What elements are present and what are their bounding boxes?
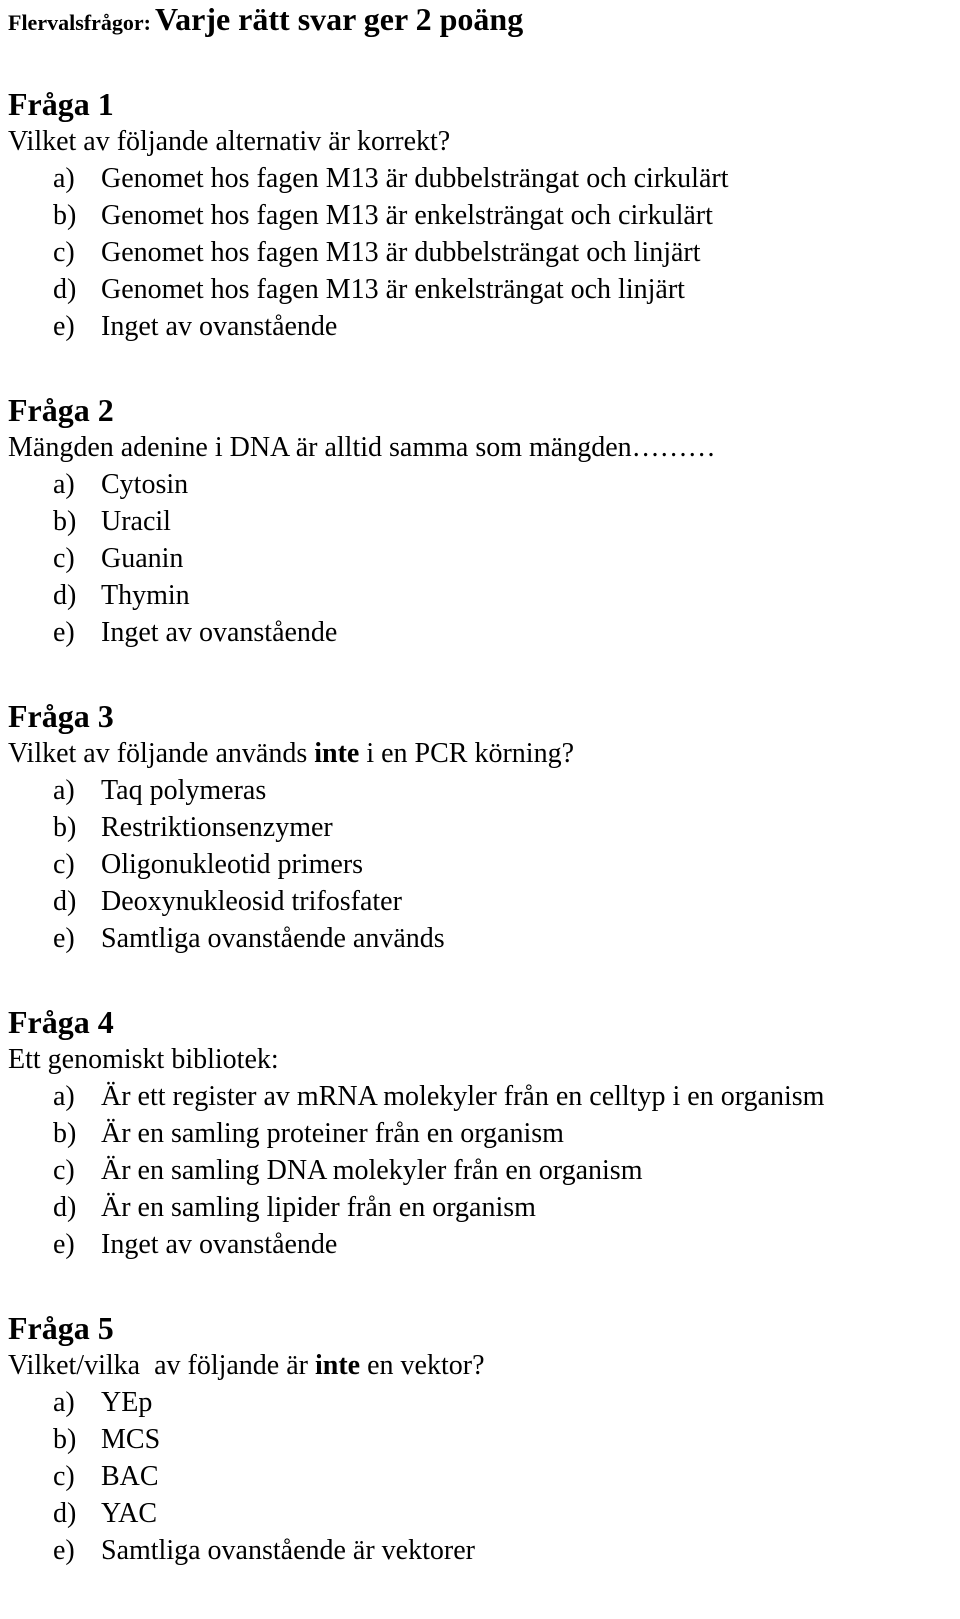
answer-option-c — [8, 1152, 953, 1189]
answer-option-a — [8, 466, 953, 503]
answer-option-a — [8, 1384, 953, 1421]
option-text: Är en samling DNA molekyler från en organism — [101, 1155, 643, 1186]
answer-option-c — [8, 846, 953, 883]
question-3 — [8, 696, 953, 957]
option-letter: c) — [53, 849, 75, 880]
option-letter: b) — [53, 200, 77, 231]
answer-option-a — [8, 1078, 953, 1115]
option-text: Restriktionsenzymer — [101, 812, 333, 843]
answer-option-b — [8, 1115, 953, 1152]
question-2 — [8, 390, 953, 651]
option-letter: e) — [53, 923, 75, 954]
answer-option-c — [8, 540, 953, 577]
question-emphasis: inte — [314, 738, 360, 769]
option-letter: d) — [53, 1498, 77, 1529]
option-text: Oligonukleotid primers — [101, 849, 364, 880]
answer-option-e — [8, 1226, 953, 1263]
option-text: Är en samling proteiner från en organism — [101, 1118, 564, 1149]
answer-option-c — [8, 234, 953, 271]
option-text: YEp — [101, 1387, 153, 1418]
option-letter: a) — [53, 469, 75, 500]
option-text: MCS — [101, 1424, 161, 1455]
option-text: Inget av ovanstående — [101, 617, 338, 648]
option-letter: e) — [53, 311, 75, 342]
answer-option-a — [8, 160, 953, 197]
answer-option-d — [8, 1189, 953, 1226]
question-text — [8, 736, 953, 772]
question-title: Fråga 1 — [8, 86, 114, 122]
option-text: Är en samling lipider från en organism — [101, 1192, 536, 1223]
answer-options — [8, 466, 953, 651]
option-text: Inget av ovanstående — [101, 1229, 338, 1260]
header-scoring-rule: Varje rätt svar ger 2 poäng — [154, 1, 524, 37]
option-text: Samtliga ovanstående används — [101, 923, 445, 954]
option-letter: c) — [53, 543, 75, 574]
question-title: Fråga 3 — [8, 698, 114, 734]
option-letter: c) — [53, 1461, 75, 1492]
option-letter: d) — [53, 274, 77, 305]
option-letter: a) — [53, 1387, 75, 1418]
option-text: YAC — [101, 1498, 158, 1529]
question-text: Ett genomiskt bibliotek: — [8, 1044, 279, 1075]
option-text: BAC — [101, 1461, 159, 1492]
question-emphasis: inte — [315, 1350, 361, 1381]
option-letter: a) — [53, 1081, 75, 1112]
answer-option-b — [8, 197, 953, 234]
option-letter: b) — [53, 1118, 77, 1149]
answer-option-d — [8, 1495, 953, 1532]
header-lead: Flervalsfrågor: — [8, 10, 151, 35]
option-text: Genomet hos fagen M13 är enkelsträngat och cirkulärt — [101, 200, 713, 231]
option-letter: a) — [53, 775, 75, 806]
question-4 — [8, 1002, 953, 1263]
option-text: Deoxynukleosid trifosfater — [101, 886, 402, 917]
answer-option-c — [8, 1458, 953, 1495]
answer-option-d — [8, 271, 953, 308]
answer-option-e — [8, 308, 953, 345]
option-text: Genomet hos fagen M13 är enkelsträngat och linjärt — [101, 274, 685, 305]
answer-options — [8, 1384, 953, 1569]
option-letter: b) — [53, 1424, 77, 1455]
option-letter: e) — [53, 617, 75, 648]
option-letter: e) — [53, 1535, 75, 1566]
question-text-start: Vilket/vilka av följande är — [8, 1350, 315, 1381]
option-letter: a) — [53, 163, 75, 194]
question-1 — [8, 84, 953, 345]
option-letter: d) — [53, 580, 77, 611]
answer-option-e — [8, 920, 953, 957]
answer-option-e — [8, 1532, 953, 1569]
answer-options — [8, 160, 953, 345]
answer-option-d — [8, 883, 953, 920]
option-text: Genomet hos fagen M13 är dubbelsträngat och linjärt — [101, 237, 701, 268]
option-letter: c) — [53, 1155, 75, 1186]
option-letter: b) — [53, 506, 77, 537]
option-text: Samtliga ovanstående är vektorer — [101, 1535, 475, 1566]
question-title: Fråga 5 — [8, 1310, 114, 1346]
answer-options — [8, 772, 953, 957]
option-text: Taq polymeras — [101, 775, 267, 806]
question-text-start: Vilket av följande används — [8, 738, 315, 769]
option-text: Guanin — [101, 543, 184, 574]
question-text-end: en vektor? — [360, 1350, 485, 1381]
question-text: Vilket av följande alternativ är korrekt? — [8, 126, 451, 157]
question-title: Fråga 2 — [8, 392, 114, 428]
option-text: Thymin — [101, 580, 190, 611]
option-letter: b) — [53, 812, 77, 843]
option-text: Cytosin — [101, 469, 189, 500]
option-letter: d) — [53, 886, 77, 917]
answer-option-b — [8, 1421, 953, 1458]
question-5 — [8, 1308, 953, 1569]
page-header — [8, 0, 523, 38]
question-text: Mängden adenine i DNA är alltid samma som mängden……… — [8, 432, 716, 463]
option-letter: e) — [53, 1229, 75, 1260]
question-title: Fråga 4 — [8, 1004, 114, 1040]
answer-options — [8, 1078, 953, 1263]
answer-option-a — [8, 772, 953, 809]
answer-option-b — [8, 809, 953, 846]
option-text: Uracil — [101, 506, 171, 537]
answer-option-e — [8, 614, 953, 651]
option-text: Inget av ovanstående — [101, 311, 338, 342]
option-text: Genomet hos fagen M13 är dubbelsträngat och cirkulärt — [101, 163, 729, 194]
option-text: Är ett register av mRNA molekyler från en celltyp i en organism — [101, 1081, 825, 1112]
answer-option-b — [8, 503, 953, 540]
option-letter: c) — [53, 237, 75, 268]
option-letter: d) — [53, 1192, 77, 1223]
question-text — [8, 1348, 953, 1384]
answer-option-d — [8, 577, 953, 614]
question-text-end: i en PCR körning? — [359, 738, 575, 769]
